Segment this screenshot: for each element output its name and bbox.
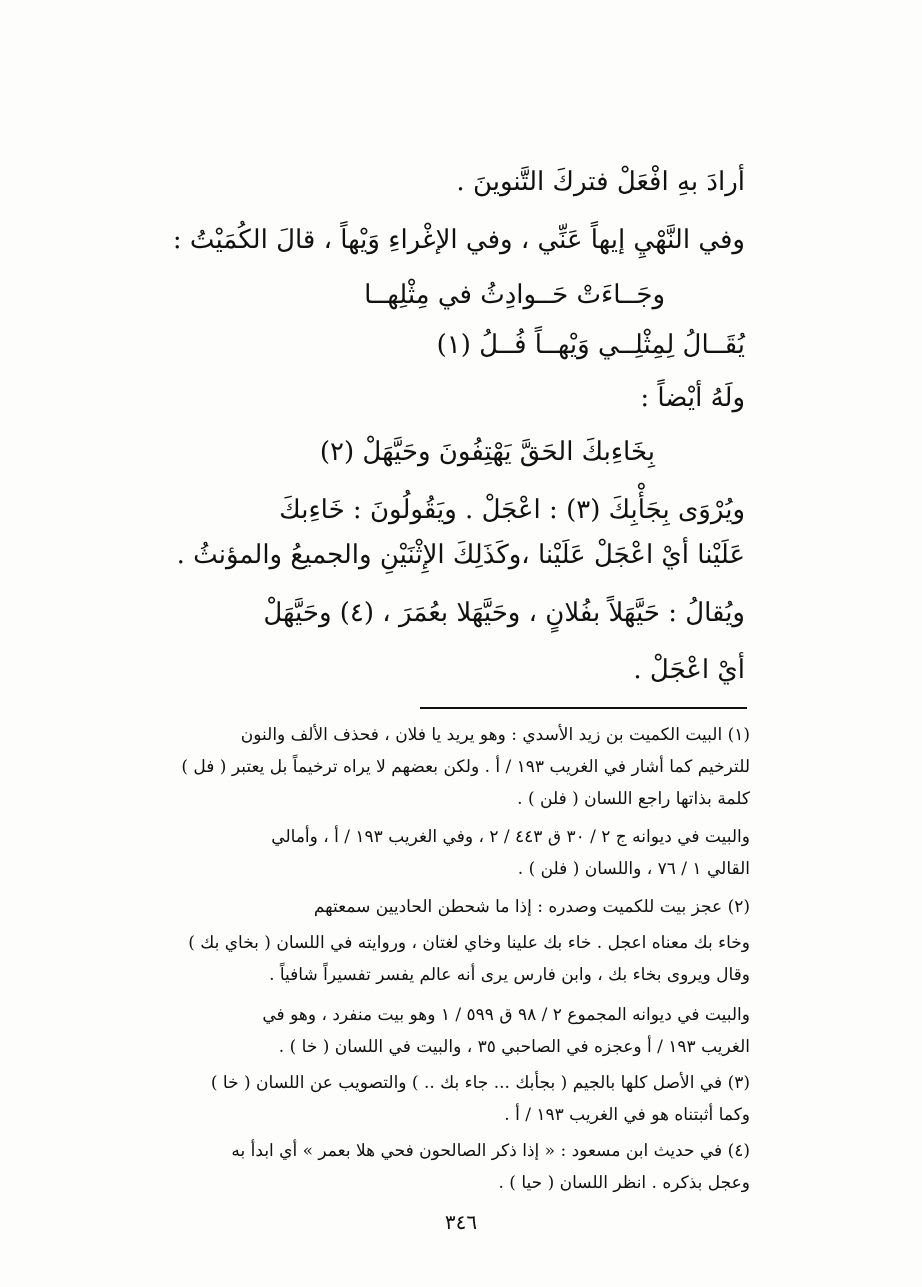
footnote-line: وقال ويروى بخاء بك ، وابن فارس يرى أنه عالم يفسر تفسيراً شافياً . [269,965,750,985]
text-line: أرادَ بهِ افْعَلْ فتركَ التَّنوينَ . [456,167,745,197]
text-line: ويُقالُ : حَيَّهَلاً بفُلانٍ ، وحَيَّهَلا بعُمَرَ ، (٤) وحَيَّهَلْ [263,598,745,628]
page-number: ٣٤٦ [444,1210,478,1234]
footnote-divider [420,707,747,709]
text-line: عَلَيْنا أيْ اعْجَلْ عَلَيْنا ،وكَذَلِكَ الإِثْنَيْنِ والجميعُ والمؤنثُ . [176,540,745,570]
footnote-line: القالي ١ / ٧٦ ، واللسان ( فلن ) . [517,859,750,879]
verse-line: وجَــاءَتْ حَــوادِثُ في مِثْلِهــا [364,280,665,310]
verse-line: يُقَــالُ لِمِثْلِــي وَيْهــاً فُــلُ (١) [436,330,745,360]
text-line: ويُرْوَى بِجَأْبِكَ (٣) : اعْجَلْ . ويَقُولُونَ : خَاءِبكَ [279,495,745,525]
footnote-line: والبيت في ديوانه ج ٢ / ٣٠ ق ٤٤٣ / ٢ ، وفي الغريب ١٩٣ / أ ، وأمالي [271,827,750,847]
footnote-line: (٢) عجز بيت للكميت وصدره : إذا ما شحطن الحاديين سمعتهم [313,897,750,917]
text-line: وفي النَّهْيِ إيهاً عَنِّي ، وفي الإغْراءِ وَيْهاً ، قالَ الكُمَيْتُ : [172,225,745,255]
footnote-line: وكما أثبتناه هو في الغريب ١٩٣ / أ . [504,1105,750,1125]
footnote-line: والبيت في ديوانه المجموع ٢ / ٩٨ ق ٥٩٩ / ١ وهو بيت منفرد ، وهو في [262,1005,750,1025]
text-line: ولَهُ أيْضاً : [640,383,745,413]
footnote-line: للترخيم كما أشار في الغريب ١٩٣ / أ . ولكن بعضهم لا يراه ترخيماً بل يعتبر ( فل ) [181,757,750,777]
footnote-line: (٤) في حديث ابن مسعود : « إذا ذكر الصالحون فحي هلا بعمر » أي ابدأ به [231,1141,750,1161]
footnote-line: الغريب ١٩٣ / أ وعجزه في الصاحبي ٣٥ ، والبيت في اللسان ( خا ) . [278,1037,750,1057]
footnote-line: (١) البيت الكميت بن زيد الأسدي : وهو يريد يا فلان ، فحذف الألف والنون [240,725,750,745]
verse-line: بِخَاءِبكَ الحَقَّ يَهْتِفُونَ وحَيَّهَلْ (٢) [319,437,655,467]
text-line: أيْ اعْجَلْ . [633,655,745,685]
footnote-line: وخاء بك معناه اعجل . خاء بك علينا وخاي لغتان ، وروايته في اللسان ( بخاي بك ) [188,933,750,953]
footnote-line: كلمة بذاتها راجع اللسان ( فلن ) . [517,789,750,809]
footnote-line: وعجل بذكره . انظر اللسان ( حيا ) . [498,1173,750,1193]
footnote-line: (٣) في الأصل كلها بالجيم ( بجأبك ... جاء بك .. ) والتصويب عن اللسان ( خا ) [210,1073,750,1093]
